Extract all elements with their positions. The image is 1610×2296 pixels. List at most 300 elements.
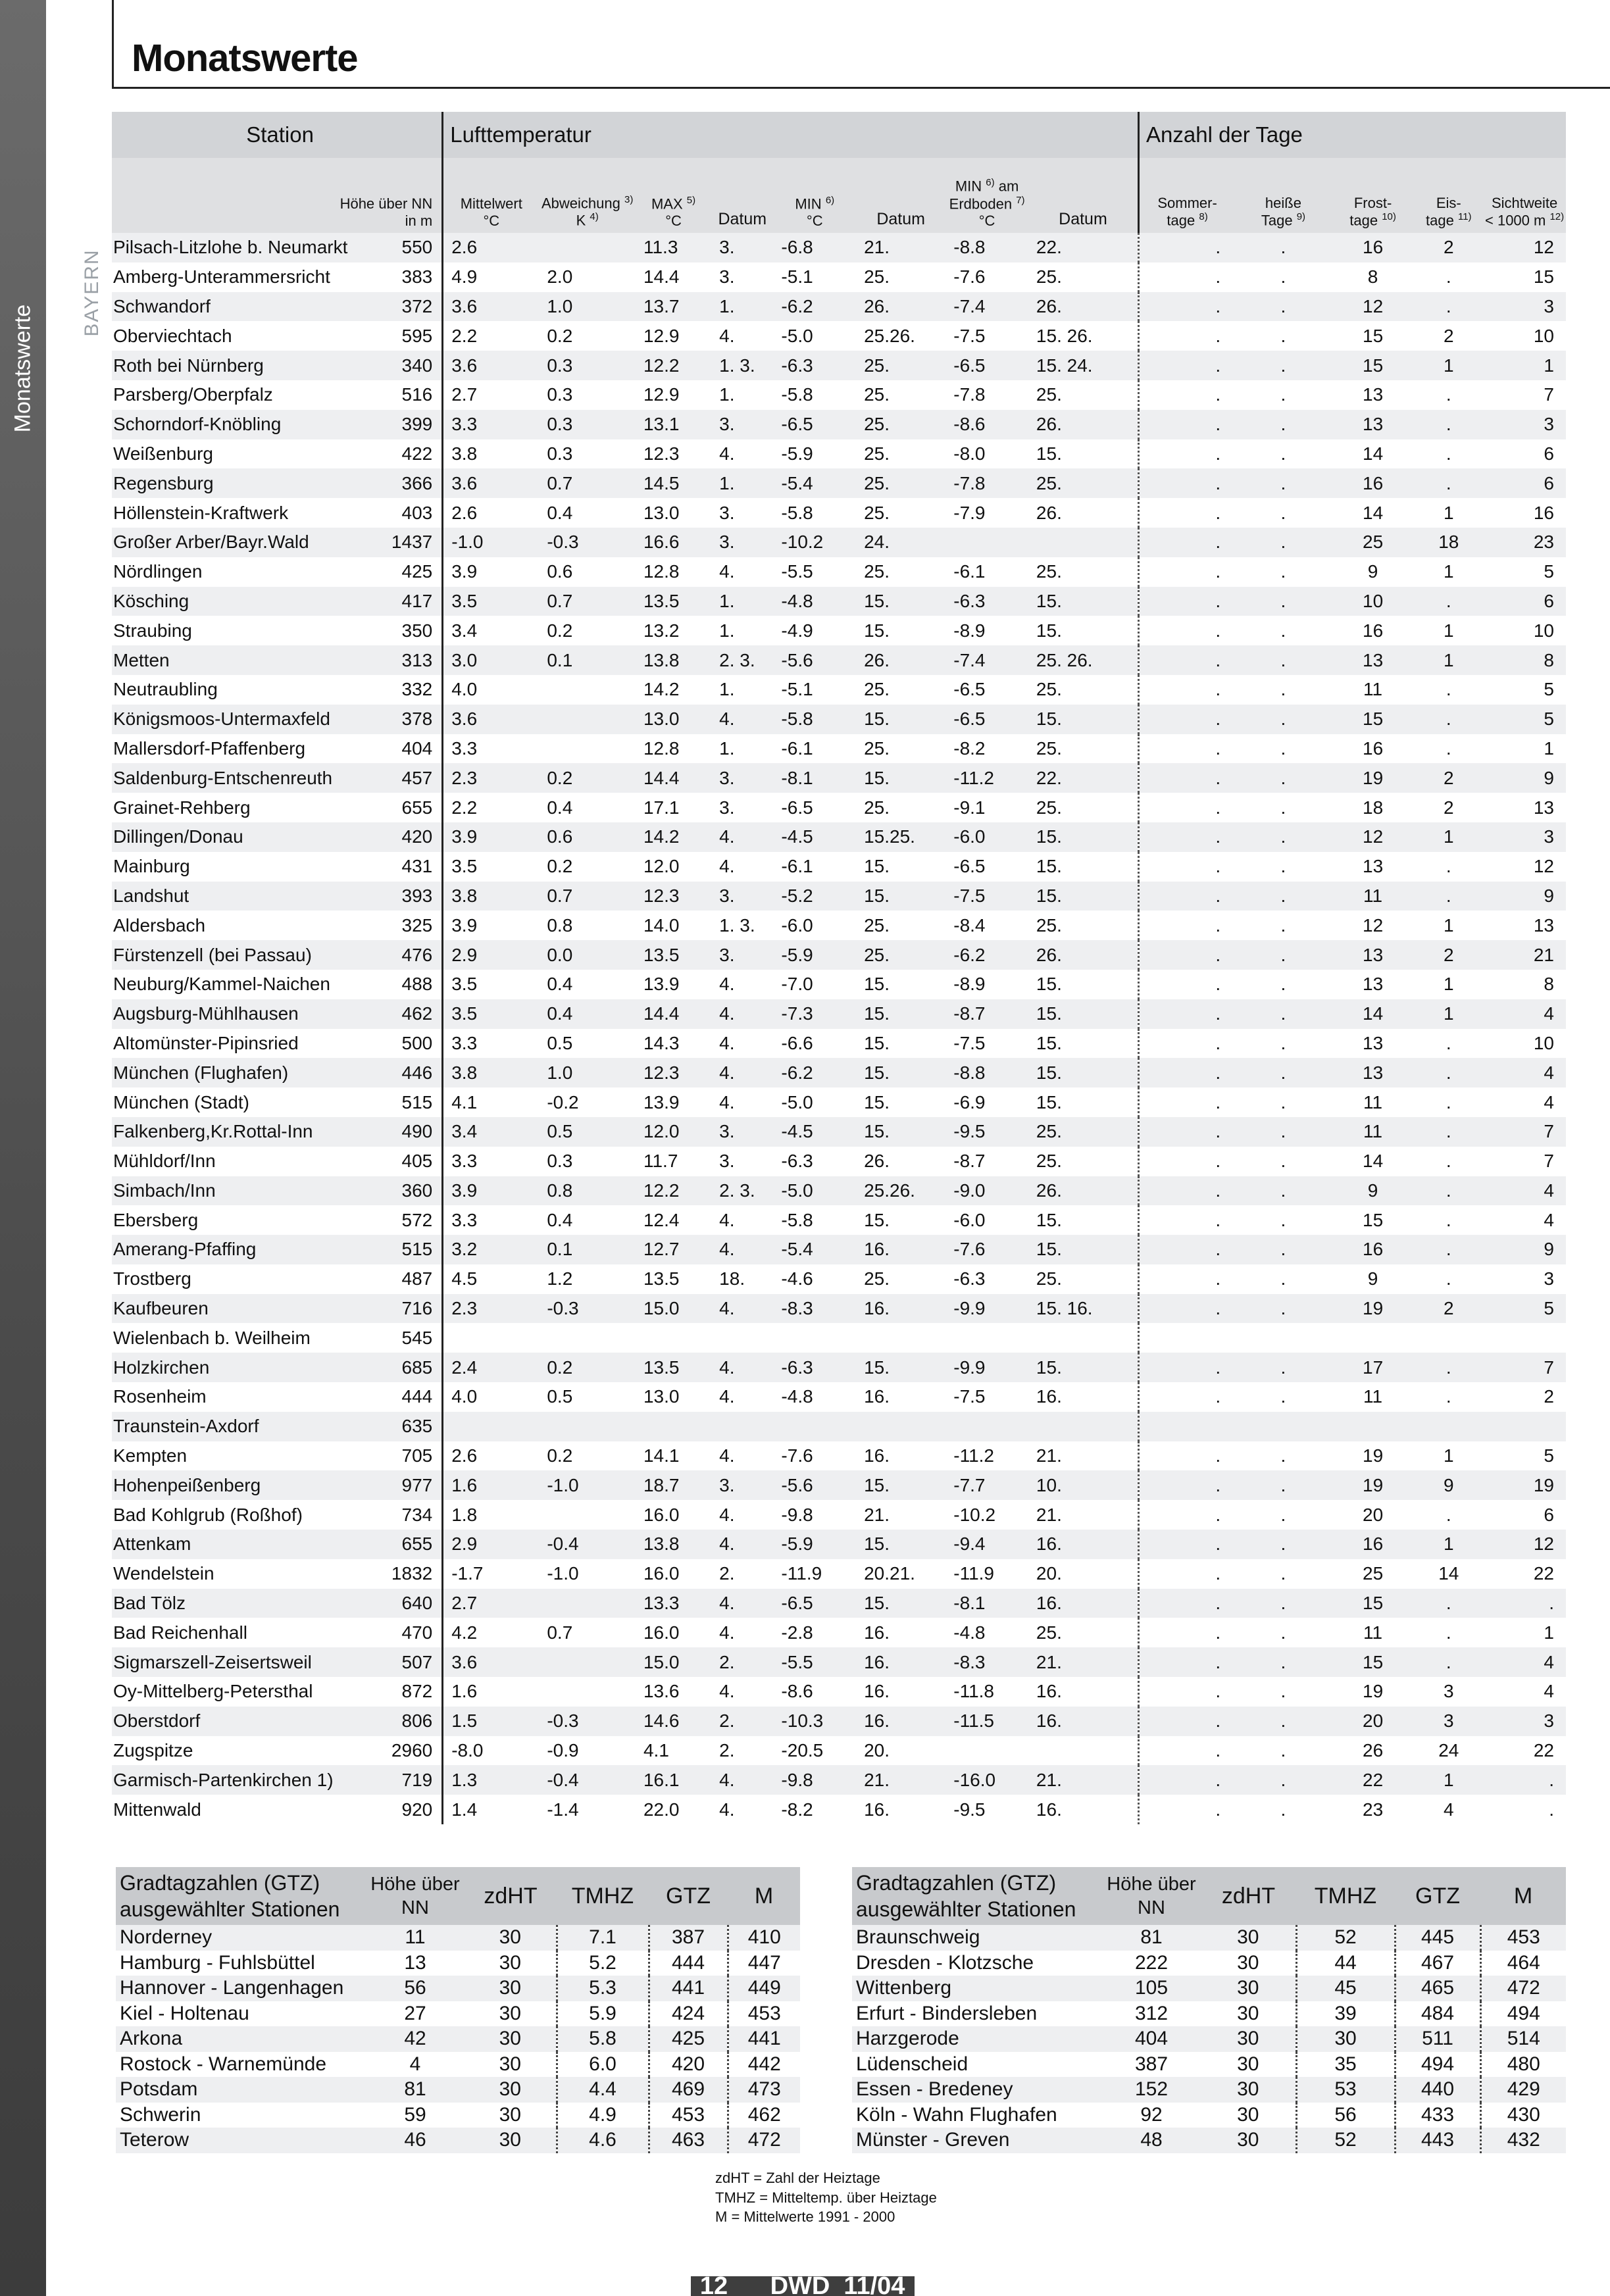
station-row <box>112 292 1566 322</box>
station-name: Metten <box>112 645 380 675</box>
gtz-m: 472 <box>1480 1976 1566 2001</box>
gtz-row <box>116 2128 800 2153</box>
station-name: Neutraubling <box>112 675 380 705</box>
heisse-tage: . <box>1235 380 1332 410</box>
frosttage: 11 <box>1332 1382 1415 1412</box>
heisse-tage: . <box>1235 1353 1332 1382</box>
col-header-max: MAX $^{5)}$ °C <box>636 158 711 233</box>
frosttage: 9 <box>1332 557 1415 587</box>
sommertage: . <box>1139 1235 1236 1264</box>
min-datum: 16. <box>856 1677 945 1707</box>
sichtweite: 5 <box>1483 1294 1566 1324</box>
frosttage: 11 <box>1332 675 1415 705</box>
group-header-lufttemperatur: Lufttemperatur <box>443 112 1139 158</box>
heisse-tage: . <box>1235 940 1332 970</box>
mittelwert: 2.3 <box>443 763 540 793</box>
min-datum: 15. <box>856 1087 945 1117</box>
gtz-tmhz: 5.3 <box>557 1976 649 2001</box>
sichtweite: 19 <box>1483 1470 1566 1500</box>
frosttage: 13 <box>1332 852 1415 882</box>
max: 13.5 <box>636 1264 711 1294</box>
min-erdboden: -7.5 <box>945 882 1028 911</box>
gtz-right-tmhz-header: TMHZ <box>1296 1867 1395 1925</box>
sichtweite: 12 <box>1483 233 1566 262</box>
frosttage: 9 <box>1332 1176 1415 1206</box>
abweichung: 0.7 <box>539 1618 636 1647</box>
heisse-tage: . <box>1235 1677 1332 1707</box>
erdboden-datum: 22. <box>1028 763 1139 793</box>
mittelwert: -8.0 <box>443 1736 540 1766</box>
station-row <box>112 1382 1566 1412</box>
frosttage: 12 <box>1332 292 1415 322</box>
gtz-tmhz: 52 <box>1296 2128 1395 2153</box>
frosttage: 9 <box>1332 1264 1415 1294</box>
gtz-gtz: 484 <box>1395 2001 1480 2027</box>
station-name: Oy-Mittelberg-Petersthal <box>112 1677 380 1707</box>
col-header-mittelwert: Mittelwert °C <box>443 158 540 233</box>
max: 12.7 <box>636 1235 711 1264</box>
gtz-row <box>116 2052 800 2078</box>
gtz-m: 429 <box>1480 2077 1566 2103</box>
group-header-station: Station <box>112 112 443 158</box>
hoehe: 550 <box>380 233 442 262</box>
title-rule-horizontal <box>112 87 1610 89</box>
min-datum: 15. <box>856 1470 945 1500</box>
abweichung <box>539 705 636 734</box>
heisse-tage: . <box>1235 1647 1332 1677</box>
max: 13.5 <box>636 1353 711 1382</box>
min-erdboden: -7.8 <box>945 380 1028 410</box>
col-header-min-erdboden: MIN $^{6)}$ am Erdboden $^{7)}$ °C <box>945 158 1028 233</box>
max-datum: 4. <box>711 999 773 1029</box>
hoehe: 417 <box>380 587 442 616</box>
max-datum: 4. <box>711 1677 773 1707</box>
min-erdboden: -7.4 <box>945 645 1028 675</box>
eistage: 1 <box>1414 1765 1483 1795</box>
station-row <box>112 616 1566 645</box>
gtz-hoehe: 59 <box>366 2103 465 2128</box>
hoehe: 515 <box>380 1235 442 1264</box>
frosttage: 14 <box>1332 498 1415 528</box>
station-row <box>112 822 1566 852</box>
gtz-m: 442 <box>728 2052 800 2078</box>
min: -10.3 <box>773 1707 856 1736</box>
heisse-tage: . <box>1235 1707 1332 1736</box>
abweichung: 0.2 <box>539 852 636 882</box>
min-datum <box>856 1412 945 1441</box>
max: 14.4 <box>636 763 711 793</box>
mittelwert: 3.0 <box>443 645 540 675</box>
hoehe: 405 <box>380 1147 442 1176</box>
station-row <box>112 1353 1566 1382</box>
mittelwert: 2.2 <box>443 321 540 351</box>
eistage <box>1414 1323 1483 1353</box>
sichtweite: 2 <box>1483 1382 1566 1412</box>
sommertage: . <box>1139 705 1236 734</box>
gtz-row <box>852 2052 1566 2078</box>
min-erdboden: -8.3 <box>945 1647 1028 1677</box>
sichtweite: 10 <box>1483 321 1566 351</box>
sommertage <box>1139 1412 1236 1441</box>
station-name: Mühldorf/Inn <box>112 1147 380 1176</box>
station-row <box>112 1530 1566 1559</box>
max: 12.4 <box>636 1205 711 1235</box>
eistage: 1 <box>1414 645 1483 675</box>
hoehe: 457 <box>380 763 442 793</box>
frosttage: 18 <box>1332 793 1415 822</box>
sommertage: . <box>1139 410 1236 439</box>
hoehe: 719 <box>380 1765 442 1795</box>
station-name: Dillingen/Donau <box>112 822 380 852</box>
erdboden-datum: 20. <box>1028 1559 1139 1589</box>
sichtweite: 7 <box>1483 1117 1566 1147</box>
max: 14.4 <box>636 999 711 1029</box>
col-header-heisse-tage: heiße Tage $^{9)}$ <box>1235 158 1332 233</box>
hoehe: 1437 <box>380 528 442 557</box>
min: -5.0 <box>773 1087 856 1117</box>
sommertage: . <box>1139 645 1236 675</box>
min-erdboden: -9.9 <box>945 1353 1028 1382</box>
eistage: . <box>1414 1618 1483 1647</box>
station-name: Altomünster-Pipinsried <box>112 1029 380 1059</box>
min-erdboden: -6.5 <box>945 351 1028 380</box>
legend-zdht: zdHT = Zahl der Heiztage <box>715 2170 880 2186</box>
max-datum: 2. 3. <box>711 645 773 675</box>
sichtweite: . <box>1483 1589 1566 1618</box>
min-datum: 21. <box>856 233 945 262</box>
station-row <box>112 528 1566 557</box>
frosttage: 17 <box>1332 1353 1415 1382</box>
max-datum: 3. <box>711 1147 773 1176</box>
gtz-m: 430 <box>1480 2103 1566 2128</box>
erdboden-datum: 25. <box>1028 1618 1139 1647</box>
hoehe: 422 <box>380 439 442 469</box>
frosttage: 23 <box>1332 1795 1415 1824</box>
heisse-tage: . <box>1235 616 1332 645</box>
heisse-tage: . <box>1235 1087 1332 1117</box>
legend-m: M = Mittelwerte 1991 - 2000 <box>715 2209 895 2226</box>
frosttage: 11 <box>1332 1618 1415 1647</box>
frosttage <box>1332 1412 1415 1441</box>
sommertage: . <box>1139 1500 1236 1530</box>
erdboden-datum: 21. <box>1028 1441 1139 1471</box>
gtz-station: Wittenberg <box>852 1976 1102 2001</box>
gtz-row <box>116 2103 800 2128</box>
min: -8.1 <box>773 763 856 793</box>
min-datum: 25. <box>856 793 945 822</box>
abweichung: 0.2 <box>539 321 636 351</box>
hoehe: 977 <box>380 1470 442 1500</box>
max-datum: 4. <box>711 1235 773 1264</box>
sichtweite <box>1483 1323 1566 1353</box>
min-datum: 15. <box>856 763 945 793</box>
max-datum: 2. 3. <box>711 1176 773 1206</box>
col-header-eistage: Eis- tage $^{11)}$ <box>1414 158 1483 233</box>
station-row <box>112 1765 1566 1795</box>
erdboden-datum: 25. <box>1028 1264 1139 1294</box>
sichtweite: 5 <box>1483 1441 1566 1471</box>
sommertage: . <box>1139 1795 1236 1824</box>
frosttage: 12 <box>1332 822 1415 852</box>
min-erdboden <box>945 1412 1028 1441</box>
gtz-station: Norderney <box>116 1925 366 1951</box>
mittelwert: 3.4 <box>443 616 540 645</box>
erdboden-datum: 15. <box>1028 1235 1139 1264</box>
gtz-gtz: 467 <box>1395 1951 1480 1976</box>
hoehe: 462 <box>380 999 442 1029</box>
max-datum: 2. <box>711 1647 773 1677</box>
abweichung: 1.2 <box>539 1264 636 1294</box>
gtz-tmhz: 56 <box>1296 2103 1395 2128</box>
min-datum: 25. <box>856 351 945 380</box>
min-erdboden: -7.4 <box>945 292 1028 322</box>
erdboden-datum: 15. <box>1028 616 1139 645</box>
eistage: . <box>1414 468 1483 498</box>
eistage: . <box>1414 1029 1483 1059</box>
station-name: Traunstein-Axdorf <box>112 1412 380 1441</box>
eistage: 1 <box>1414 1441 1483 1471</box>
max-datum: 4. <box>711 970 773 999</box>
min-datum: 25. <box>856 1264 945 1294</box>
mittelwert: 3.6 <box>443 1647 540 1677</box>
abweichung <box>539 1647 636 1677</box>
eistage: . <box>1414 882 1483 911</box>
frosttage: 15 <box>1332 351 1415 380</box>
gtz-zdht: 30 <box>1201 2103 1296 2128</box>
max: 13.5 <box>636 940 711 970</box>
min-datum: 20.21. <box>856 1559 945 1589</box>
min: -7.3 <box>773 999 856 1029</box>
max-datum: 4. <box>711 1087 773 1117</box>
max: 12.0 <box>636 852 711 882</box>
min: -5.0 <box>773 1176 856 1206</box>
gtz-zdht: 30 <box>1201 1951 1296 1976</box>
heisse-tage: . <box>1235 1500 1332 1530</box>
abweichung: 0.4 <box>539 999 636 1029</box>
station-row <box>112 1559 1566 1589</box>
max-datum: 4. <box>711 439 773 469</box>
mittelwert: 2.7 <box>443 1589 540 1618</box>
min-erdboden: -7.6 <box>945 262 1028 292</box>
eistage: . <box>1414 1382 1483 1412</box>
sommertage: . <box>1139 1470 1236 1500</box>
gtz-hoehe: 105 <box>1102 1976 1201 2001</box>
eistage: . <box>1414 705 1483 734</box>
frosttage: 19 <box>1332 1441 1415 1471</box>
station-row <box>112 1677 1566 1707</box>
max: 12.8 <box>636 557 711 587</box>
max: 13.9 <box>636 970 711 999</box>
sichtweite: 21 <box>1483 940 1566 970</box>
gtz-m: 462 <box>728 2103 800 2128</box>
sommertage: . <box>1139 1530 1236 1559</box>
heisse-tage: . <box>1235 439 1332 469</box>
erdboden-datum: 26. <box>1028 410 1139 439</box>
station-row <box>112 1647 1566 1677</box>
hoehe: 313 <box>380 645 442 675</box>
min-erdboden: -6.3 <box>945 587 1028 616</box>
station-name: Falkenberg,Kr.Rottal-Inn <box>112 1117 380 1147</box>
min <box>773 1412 856 1441</box>
sommertage: . <box>1139 498 1236 528</box>
min-erdboden: -6.0 <box>945 1205 1028 1235</box>
min: -5.9 <box>773 940 856 970</box>
gtz-station: Potsdam <box>116 2077 366 2103</box>
gtz-left-m-header: M <box>728 1867 800 1925</box>
heisse-tage <box>1235 1412 1332 1441</box>
gtz-hoehe: 56 <box>366 1976 465 2001</box>
station-row <box>112 1736 1566 1766</box>
mittelwert: -1.7 <box>443 1559 540 1589</box>
station-row <box>112 468 1566 498</box>
min-datum: 21. <box>856 1500 945 1530</box>
max-datum: 1. <box>711 675 773 705</box>
abweichung: 0.4 <box>539 1205 636 1235</box>
min: -6.3 <box>773 1353 856 1382</box>
erdboden-datum: 25. <box>1028 468 1139 498</box>
frosttage: 19 <box>1332 1470 1415 1500</box>
min-datum: 15. <box>856 852 945 882</box>
gtz-left-title: Gradtagzahlen (GTZ) ausgewählter Stationen <box>116 1867 366 1925</box>
sichtweite: 4 <box>1483 1087 1566 1117</box>
min-datum: 15. <box>856 705 945 734</box>
gtz-tmhz: 30 <box>1296 2026 1395 2052</box>
hoehe: 655 <box>380 793 442 822</box>
eistage: 9 <box>1414 1470 1483 1500</box>
min-erdboden: -7.5 <box>945 1029 1028 1059</box>
erdboden-datum: 15. <box>1028 1029 1139 1059</box>
mittelwert: 1.6 <box>443 1470 540 1500</box>
sichtweite <box>1483 1412 1566 1441</box>
min-datum: 15. <box>856 1205 945 1235</box>
min-erdboden: -7.5 <box>945 1382 1028 1412</box>
min: -6.5 <box>773 410 856 439</box>
min-erdboden: -11.8 <box>945 1677 1028 1707</box>
station-name: Garmisch-Partenkirchen 1) <box>112 1765 380 1795</box>
erdboden-datum: 25. <box>1028 262 1139 292</box>
col-header-abweichung: Abweichung $^{3)}$ K $^{4)}$ <box>539 158 636 233</box>
max: 12.8 <box>636 734 711 764</box>
station-name: Kösching <box>112 587 380 616</box>
min-datum: 25. <box>856 557 945 587</box>
min: -6.3 <box>773 1147 856 1176</box>
sommertage: . <box>1139 1029 1236 1059</box>
sichtweite: 10 <box>1483 616 1566 645</box>
abweichung: 0.5 <box>539 1029 636 1059</box>
station-name: Wielenbach b. Weilheim <box>112 1323 380 1353</box>
gtz-row <box>852 2026 1566 2052</box>
gtz-zdht: 30 <box>465 2052 557 2078</box>
station-row <box>112 380 1566 410</box>
hoehe: 716 <box>380 1294 442 1324</box>
max: 13.0 <box>636 1382 711 1412</box>
frosttage: 13 <box>1332 1058 1415 1087</box>
frosttage: 11 <box>1332 882 1415 911</box>
gtz-row <box>852 1951 1566 1976</box>
min-erdboden: -8.8 <box>945 1058 1028 1087</box>
max: 12.2 <box>636 351 711 380</box>
gtz-hoehe: 42 <box>366 2026 465 2052</box>
max: 12.9 <box>636 380 711 410</box>
station-name: Höllenstein-Kraftwerk <box>112 498 380 528</box>
max: 17.1 <box>636 793 711 822</box>
station-row <box>112 763 1566 793</box>
abweichung: 0.6 <box>539 822 636 852</box>
max: 16.1 <box>636 1765 711 1795</box>
sommertage: . <box>1139 1707 1236 1736</box>
min: -6.2 <box>773 292 856 322</box>
sichtweite: 12 <box>1483 852 1566 882</box>
gtz-hoehe: 387 <box>1102 2052 1201 2078</box>
max: 16.6 <box>636 528 711 557</box>
eistage: . <box>1414 1205 1483 1235</box>
station-row <box>112 1589 1566 1618</box>
eistage: 1 <box>1414 557 1483 587</box>
sichtweite: 1 <box>1483 1618 1566 1647</box>
heisse-tage: . <box>1235 1795 1332 1824</box>
min-datum: 15. <box>856 1530 945 1559</box>
eistage: . <box>1414 587 1483 616</box>
frosttage: 15 <box>1332 705 1415 734</box>
station-name: Attenkam <box>112 1530 380 1559</box>
mittelwert: 4.1 <box>443 1087 540 1117</box>
hoehe: 545 <box>380 1323 442 1353</box>
max-datum: 1. 3. <box>711 351 773 380</box>
erdboden-datum <box>1028 1323 1139 1353</box>
gtz-hoehe: 46 <box>366 2128 465 2153</box>
abweichung: 0.1 <box>539 645 636 675</box>
sommertage: . <box>1139 1353 1236 1382</box>
mittelwert: 3.5 <box>443 852 540 882</box>
sichtweite: 6 <box>1483 1500 1566 1530</box>
frosttage: 14 <box>1332 999 1415 1029</box>
sommertage: . <box>1139 1441 1236 1471</box>
abweichung: 0.4 <box>539 793 636 822</box>
erdboden-datum: 15. 26. <box>1028 321 1139 351</box>
station-name: Augsburg-Mühlhausen <box>112 999 380 1029</box>
mittelwert: 3.6 <box>443 292 540 322</box>
station-name: Oberviechtach <box>112 321 380 351</box>
max: 15.0 <box>636 1294 711 1324</box>
erdboden-datum: 15. 24. <box>1028 351 1139 380</box>
station-name: Mainburg <box>112 852 380 882</box>
min-datum: 16. <box>856 1795 945 1824</box>
max: 13.0 <box>636 498 711 528</box>
min-erdboden: -9.1 <box>945 793 1028 822</box>
station-row <box>112 1029 1566 1059</box>
mittelwert: 2.6 <box>443 233 540 262</box>
station-name: Hohenpeißenberg <box>112 1470 380 1500</box>
min-datum: 25. <box>856 439 945 469</box>
station-row <box>112 1147 1566 1176</box>
heisse-tage: . <box>1235 1765 1332 1795</box>
station-row <box>112 940 1566 970</box>
station-name: Regensburg <box>112 468 380 498</box>
sichtweite: 7 <box>1483 380 1566 410</box>
min: -4.9 <box>773 616 856 645</box>
mittelwert: 2.6 <box>443 498 540 528</box>
hoehe: 685 <box>380 1353 442 1382</box>
eistage: . <box>1414 380 1483 410</box>
heisse-tage: . <box>1235 557 1332 587</box>
max-datum: 4. <box>711 1058 773 1087</box>
hoehe: 399 <box>380 410 442 439</box>
frosttage: 26 <box>1332 1736 1415 1766</box>
min: -6.0 <box>773 911 856 940</box>
mittelwert: 3.8 <box>443 882 540 911</box>
min-datum: 16. <box>856 1707 945 1736</box>
abweichung: 0.3 <box>539 439 636 469</box>
